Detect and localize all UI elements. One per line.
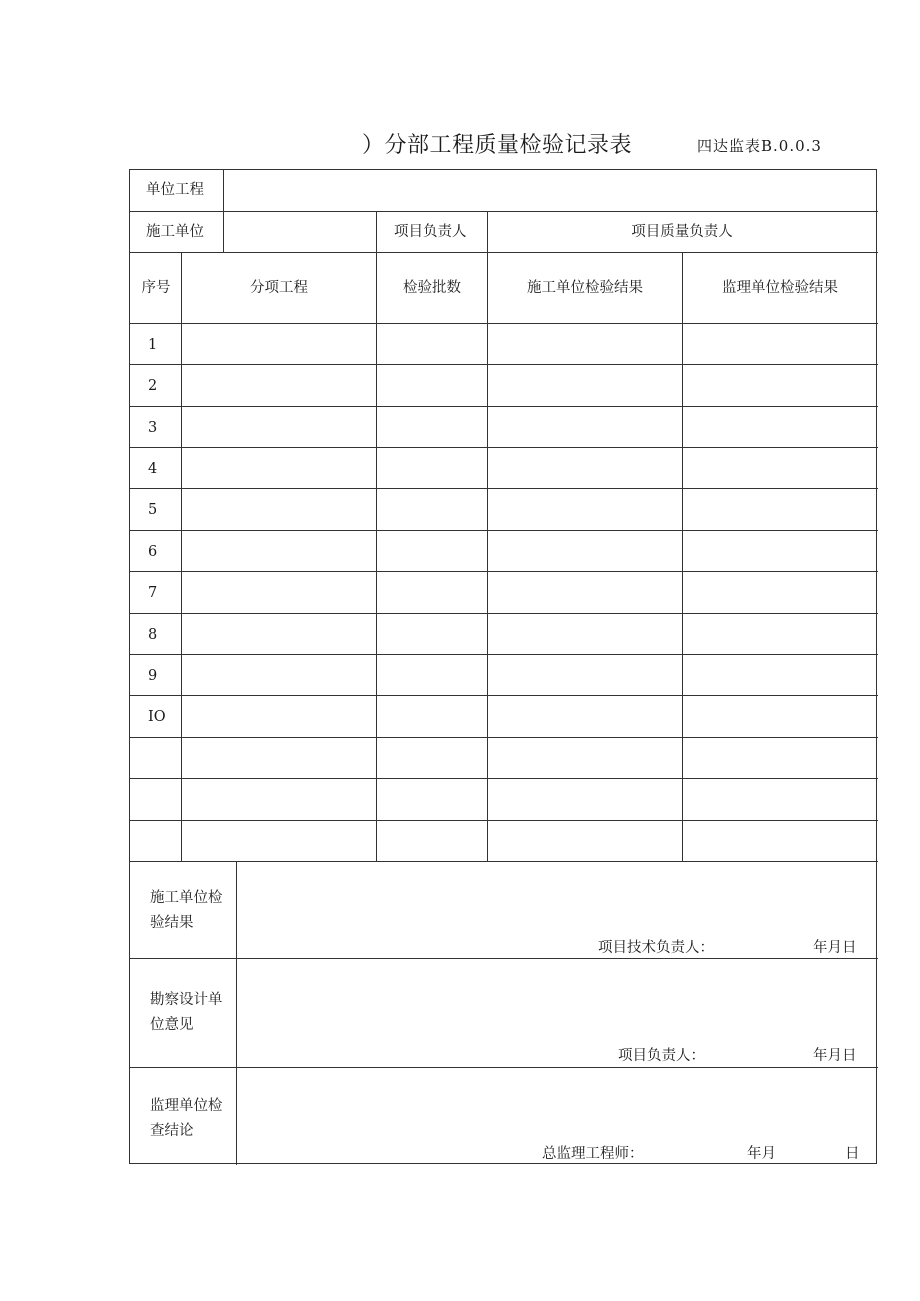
col-divider: [236, 861, 237, 1165]
supervision-date-d: 日: [845, 1146, 860, 1162]
col-divider: [487, 211, 488, 861]
construction-signer-label: 项目技术负责人：: [598, 940, 714, 956]
project-manager-label: 项目负责人: [394, 224, 467, 240]
survey-signer-label: 项目负责人：: [618, 1048, 705, 1064]
supervision-signer-label: 总监理工程师：: [542, 1146, 644, 1162]
col-header-supervision-result: 监理单位检验结果: [722, 280, 838, 296]
row-divider: [130, 252, 878, 253]
row-number: 7: [148, 585, 158, 601]
row-divider: [130, 613, 878, 614]
col-divider: [376, 211, 377, 252]
construction-unit-label: 施工单位: [146, 224, 204, 240]
row-number: IO: [148, 709, 166, 725]
col-divider: [376, 252, 377, 861]
row-number: 9: [148, 668, 158, 684]
row-divider: [130, 861, 878, 862]
row-divider: [130, 737, 878, 738]
row-divider: [130, 958, 878, 959]
col-header-batch-count: 检验批数: [403, 280, 461, 296]
row-divider: [130, 1067, 878, 1068]
col-header-construction-result: 施工单位检验结果: [527, 280, 643, 296]
col-header-sub-item: 分项工程: [250, 280, 308, 296]
row-number: 8: [148, 627, 158, 643]
row-divider: [130, 364, 878, 365]
inspection-form: [129, 169, 877, 1164]
row-number: 3: [148, 420, 158, 436]
form-title: ）分部工程质量检验记录表: [362, 133, 633, 158]
row-number: 2: [148, 378, 158, 394]
row-divider: [130, 571, 878, 572]
row-number: 4: [148, 461, 158, 477]
form-code: 四达监表B.0.0.3: [697, 137, 822, 155]
construction-date-label: 年月日: [813, 940, 857, 956]
row-divider: [130, 447, 878, 448]
row-divider: [130, 654, 878, 655]
row-divider: [130, 695, 878, 696]
survey-opinion-label: 勘察设计单位意见: [150, 992, 223, 1033]
supervision-date-ym: 年月: [747, 1146, 776, 1162]
row-number: 5: [148, 502, 158, 518]
col-header-seq: 序号: [141, 280, 171, 296]
unit-project-label: 单位工程: [146, 182, 204, 198]
row-number: 6: [148, 544, 158, 560]
row-divider: [130, 778, 878, 779]
row-number: 1: [148, 337, 158, 353]
row-divider: [130, 820, 878, 821]
supervision-conclusion-label: 监理单位检查结论: [150, 1098, 223, 1139]
row-divider: [130, 488, 878, 489]
col-divider: [181, 252, 182, 861]
col-divider: [223, 170, 224, 252]
col-divider: [682, 252, 683, 861]
row-divider: [130, 211, 878, 212]
row-divider: [130, 323, 878, 324]
row-divider: [130, 530, 878, 531]
row-divider: [130, 406, 878, 407]
quality-manager-label: 项目质量负责人: [631, 224, 733, 240]
construction-result-label: 施工单位检验结果: [150, 890, 223, 931]
survey-date-label: 年月日: [813, 1048, 857, 1064]
